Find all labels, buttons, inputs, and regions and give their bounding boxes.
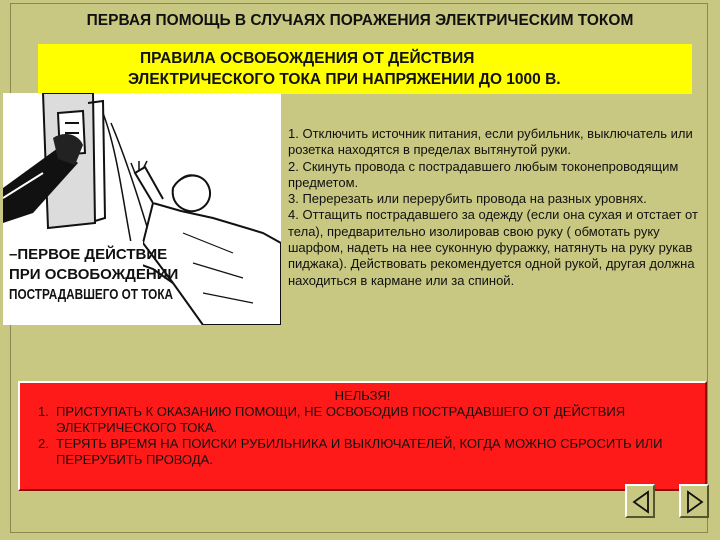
page-title: ПЕРВАЯ ПОМОЩЬ В СЛУЧАЯХ ПОРАЖЕНИЯ ЭЛЕКТРИЧЕСКИМ ТОКОМ (86, 12, 634, 29)
caption-line-1: –ПЕРВОЕ ДЕЙСТВИЕ (9, 246, 168, 263)
rules-list (288, 126, 708, 289)
triangle-left-icon (630, 490, 652, 514)
warning-item-text: ПРИСТУПАТЬ К ОКАЗАНИЮ ПОМОЩИ, НЕ ОСВОБОДИВ ПОСТРАДАВШЕГО ОТ ДЕЙСТВИЯ ЭЛЕКТРИЧЕСКОГО ТОКА. (56, 404, 626, 435)
previous-slide-button[interactable] (625, 484, 655, 518)
caption-line-2: ПРИ ОСВОБОЖДЕНИИ (9, 266, 179, 283)
warning-box (18, 381, 707, 491)
rules-banner (38, 44, 692, 94)
next-slide-button[interactable] (679, 484, 709, 518)
warning-item-number: 1. (38, 404, 49, 419)
warning-item (38, 404, 696, 436)
rule-item: 3. Перерезать или перерубить провода на разных уровнях. (288, 191, 647, 207)
triangle-right-icon (684, 490, 706, 514)
warning-item (38, 436, 696, 468)
warning-item-number: 2. (38, 436, 49, 451)
rule-item: 4. Оттащить пострадавшего за одежду (если она сухая и отстает от тела), предварительно изолировав свою руку ( обмотать руку шарфом, надеть на нее суконную фуражку, натянуть на руку рукав пиджака). Действовать рекомендуется одной рукой, другая должна находиться в кармане или за спиной. (288, 207, 698, 288)
warning-item-text: ТЕРЯТЬ ВРЕМЯ НА ПОИСКИ РУБИЛЬНИКА И ВЫКЛЮЧАТЕЛЕЙ, КОГДА МОЖНО СБРОСИТЬ ИЛИ ПЕРЕРУБИТЬ ПРОВОДА. (56, 436, 663, 467)
rule-item: 2. Скинуть провода с пострадавшего любым токонепроводящим предметом. (288, 158, 679, 190)
rescue-illustration (3, 93, 281, 325)
caption-line-3: ПОСТРАДАВШЕГО ОТ ТОКА (9, 286, 174, 303)
rescue-drawing (3, 93, 281, 325)
rule-item: 1. Отключить источник питания, если рубильник, выключатель или розетка находятся в пределах вытянутой руки. (288, 126, 693, 158)
warning-heading: НЕЛЬЗЯ! (334, 388, 391, 403)
rules-banner-line2: ЭЛЕКТРИЧЕСКОГО ТОКА ПРИ НАПРЯЖЕНИИ ДО 1000 В. (128, 71, 561, 88)
rules-banner-line1: ПРАВИЛА ОСВОБОЖДЕНИЯ ОТ ДЕЙСТВИЯ (140, 50, 475, 67)
